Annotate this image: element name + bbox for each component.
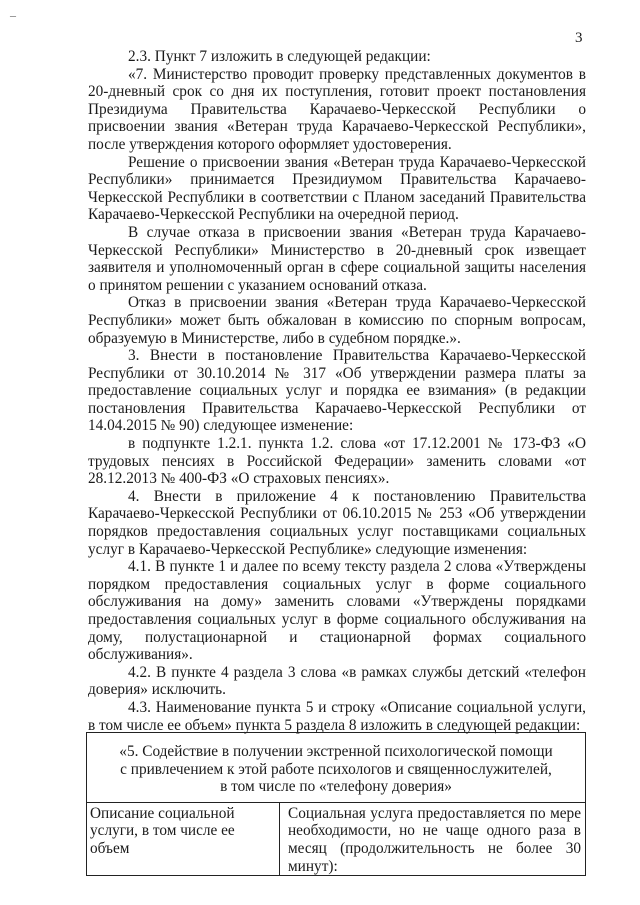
- table-row-text: Социальная услуга предоставляется по мере необходимости, но не чаще одного раза в месяц (продолжительность не более 30 минут):: [280, 802, 586, 875]
- paragraph-4-2: 4.2. В пункте 4 раздела 3 слова «в рамках службы детский «телефон доверия» исключить.: [88, 663, 586, 699]
- paragraph-decision: Решение о присвоении звания «Ветеран труда Карачаево-Черкесской Республики» принимается Президиумом Правительства Карачаево-Черкесской Республики в соответствии с Планом заседаний Правительства Карачаево-Черкесской Республики на очередной период.: [88, 153, 586, 224]
- table-header-row: [87, 733, 586, 803]
- table-header-line: в том числе по «телефону доверия»: [220, 778, 452, 796]
- table-header-line: с привлечением к этой работе психологов и священнослужителей,: [120, 760, 552, 778]
- paragraph-appeal: Отказ в присвоении звания «Ветеран труда Карачаево-Черкесской Республики» может быть обжалован в комиссию по спорным вопросам, образуемую в Министерстве, либо в судебном порядке.».: [88, 294, 586, 347]
- paragraph-3: 3. Внести в постановление Правительства Карачаево-Черкесской Республики от 30.10.2014 № 317 «Об утверждении размера платы за предоставление социальных услуг и порядка ее взимания» (в редакции постановления Правительства Карачаево-Черкесской Республики от 14.04.2015 № 90) следующее изменение:: [88, 347, 586, 435]
- corner-tick-mark: –: [10, 8, 16, 22]
- paragraph-4-1: 4.1. В пункте 1 и далее по всему тексту раздела 2 слова «Утверждены порядком предоставления социальных услуг в форме социального обслуживания на дому» заменить словами «Утверждены порядками предоставления социальных услуг в форме социального обслуживания на дому, полустационарной и стационарной формах социального обслуживания».: [88, 558, 586, 664]
- document-body: [88, 48, 586, 734]
- paragraph-refusal: В случае отказа в присвоении звания «Ветеран труда Карачаево-Черкесской Республики» Министерство в 20-дневный срок извещает заявителя и уполномоченный орган в сфере социальной защиты населения о принятом решении с указанием оснований отказа.: [88, 223, 586, 294]
- paragraph-4-3: 4.3. Наименование пункта 5 и строку «Описание социальной услуги, в том числе ее объем» пункта 5 раздела 8 изложить в следующей редакции:: [88, 698, 586, 734]
- table-row-label: Описание социальной услуги, в том числе ее объем: [87, 802, 280, 875]
- table-header-line: «5. Содействие в получении экстренной психологической помощи: [119, 743, 553, 760]
- page-number: 3: [575, 30, 583, 46]
- service-table: [86, 732, 586, 876]
- paragraph-3-subpoint: в подпункте 1.2.1. пункта 1.2. слова «от 17.12.2001 № 173-ФЗ «О трудовых пенсиях в Российской Федерации» заменить словами «от 28.12.2013 № 400-ФЗ «О страховых пенсиях».: [88, 435, 586, 488]
- paragraph-4: 4. Внести в приложение 4 к постановлению Правительства Карачаево-Черкесской Республики от 06.10.2015 № 253 «Об утверждении порядков предоставления социальных услуг поставщиками социальных услуг в Карачаево-Черкесской Республике» следующие изменения:: [88, 487, 586, 558]
- table-header-cell: [87, 733, 586, 803]
- paragraph-2-3: 2.3. Пункт 7 изложить в следующей редакции:: [128, 48, 431, 65]
- paragraph-point-7: «7. Министерство проводит проверку представленных документов в 20-дневный срок со дня их поступления, готовит проект постановления Президиума Правительства Карачаево-Черкесской Республики о присвоении звания «Ветеран труда Карачаево-Черкесской Республики», после утверждения которого оформляет удостоверения.: [88, 65, 586, 153]
- table-row: [87, 802, 586, 875]
